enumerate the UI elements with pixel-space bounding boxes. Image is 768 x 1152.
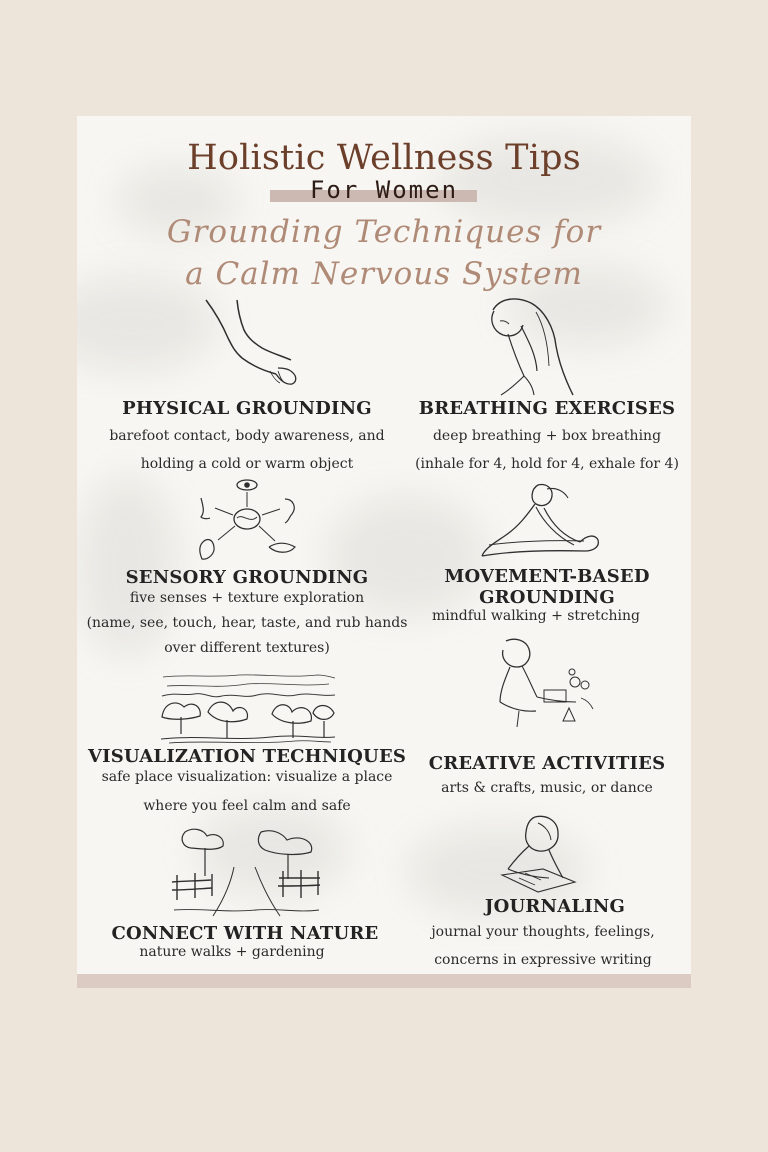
nature-path-icon [169,824,323,920]
section-description: nature walks + gardening [139,944,325,960]
painting-woman-icon [481,636,595,728]
stretching-woman-icon [476,481,602,561]
page-title: Holistic Wellness Tips [187,138,581,178]
landscape-icon [159,672,337,746]
section-heading: BREATHING EXERCISES [418,398,676,419]
section-physical-grounding [97,398,397,478]
section-movement-grounding [397,566,691,627]
section-description: mindful walking + stretching [432,608,640,624]
script-title: Grounding Techniques for a Calm Nervous System [166,214,602,292]
section-heading: PHYSICAL GROUNDING [122,398,372,419]
footer-band [77,974,691,988]
section-journaling [405,896,691,974]
section-visualization [82,746,412,821]
section-sensory-grounding [77,567,417,661]
section-description: journal your thoughts, feelings, concerns in expressive writing [431,924,655,968]
section-creative-activities [397,753,691,800]
section-description: arts & crafts, music, or dance [441,780,653,796]
section-heading: JOURNALING [484,896,626,917]
section-description: safe place visualization: visualize a place where you feel calm and safe [101,769,393,814]
breathing-woman-icon [476,296,574,396]
section-heading: CONNECT WITH NATURE [111,923,379,944]
section-description: five senses + texture exploration (name, see, touch, hear, taste, and rub hands over different textures) [86,590,408,656]
section-breathing-exercises [397,398,691,478]
journaling-woman-icon [495,814,579,894]
foot-icon [200,298,298,390]
subtitle: For Women [309,176,459,204]
section-heading: CREATIVE ACTIVITIES [428,753,666,774]
senses-icon [193,476,301,566]
section-heading: MOVEMENT-BASED GROUNDING [444,566,650,608]
wellness-card [77,116,691,988]
section-heading: VISUALIZATION TECHNIQUES [87,746,407,767]
section-description: barefoot contact, body awareness, and holding a cold or warm object [109,428,385,472]
section-heading: SENSORY GROUNDING [125,567,369,588]
section-description: deep breathing + box breathing (inhale for 4, hold for 4, exhale for 4) [415,428,679,472]
section-connect-with-nature [95,923,395,963]
